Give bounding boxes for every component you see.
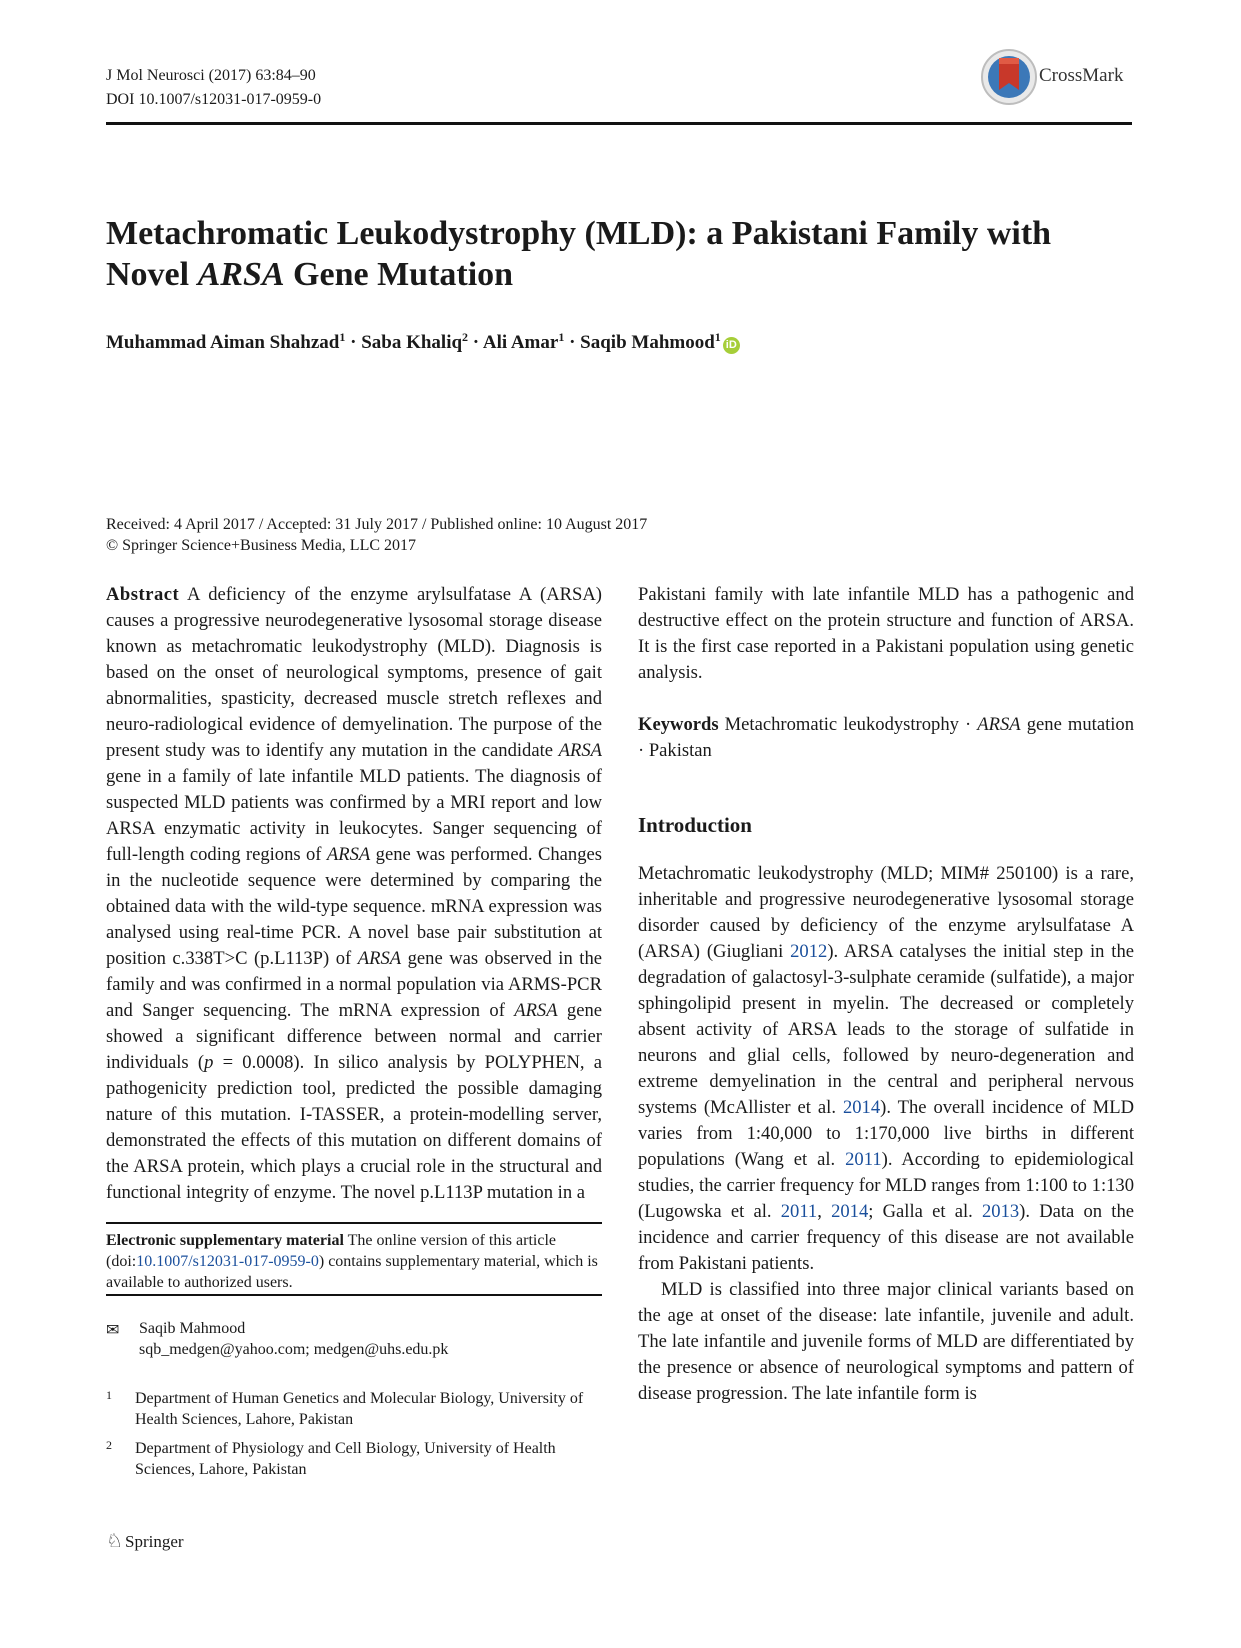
introduction-paragraph: MLD is classified into three major clinical variants based on the age at onset of the disease: late infantile, juvenile and adult. The late infantile and juvenile forms of MLD are differentiated by the presence or absence of neurological symptoms and pattern of disease progression. The late infantile form is [638, 1279, 1134, 1404]
body-text: ). ARSA catalyses the initial step in the degradation of galactosyl-3-sulphate ceramide (sulfatide), a major sphingolipid present in myelin. The decreased or completely absent activity of ARSA leads to the storage of sulfatide in neurons and glial cells, followed by neuro-degeneration and extreme demyelination in the central and peripheral nervous systems (McAllister et al. [638, 941, 1134, 1118]
keyword-text: Metachromatic leukodystrophy · [718, 714, 978, 735]
abstract-label: Abstract [106, 584, 180, 605]
affiliation-number: 1 [106, 1388, 112, 1402]
author-affiliation-mark: 2 [462, 330, 469, 344]
gene-italic: ARSA [514, 1000, 558, 1021]
affiliation-number: 2 [106, 1438, 112, 1452]
author-name[interactable]: Saqib Mahmood [580, 332, 715, 353]
orcid-icon[interactable]: iD [723, 337, 740, 354]
introduction-paragraph [638, 861, 1134, 1277]
author-name[interactable]: Muhammad Aiman Shahzad [106, 332, 340, 353]
publication-dates [106, 514, 647, 556]
affiliation-1 [106, 1388, 602, 1430]
abstract-text: gene was observed in the family and was confirmed in a normal population via ARMS-PCR and Sanger sequencing. The mRNA expression of [106, 948, 602, 1021]
supplementary-text: The online version of this article (doi: [106, 1232, 556, 1270]
supplementary-doi-link[interactable]: 10.1007/s12031-017-0959-0 [136, 1253, 319, 1270]
gene-italic: ARSA [977, 714, 1021, 735]
gene-italic: ARSA [326, 844, 371, 865]
author-name[interactable]: Ali Amar [482, 332, 559, 353]
introduction-heading: Introduction [638, 813, 752, 837]
body-text: ). Data on the incidence and carrier frequency of this disease are not available from Pakistani patients. [638, 1201, 1134, 1274]
body-text: ). The overall incidence of MLD varies from 1:40,000 to 1:170,000 live births in different populations (Wang et al. [638, 1097, 1134, 1170]
title-part-1: Metachromatic Leukodystrophy (MLD): a Pakistani Family with Novel [106, 215, 1052, 293]
author-name[interactable]: Saba Khaliq [361, 332, 463, 353]
body-text: , [817, 1201, 832, 1222]
keywords-label: Keywords [638, 714, 719, 735]
abstract-text: gene in a family of late infantile MLD patients. The diagnosis of suspected MLD patients was confirmed by a MRI report and low ARSA enzymatic activity in leukocytes. Sanger sequencing of full-length coding regions of [106, 766, 602, 865]
affiliation-text: Department of Physiology and Cell Biology, University of Health Sciences, Lahore, Pakistan [135, 1440, 556, 1478]
affiliation-2 [106, 1438, 602, 1480]
affiliation-text: Department of Human Genetics and Molecular Biology, University of Health Sciences, Lahore, Pakistan [135, 1390, 584, 1428]
article-title [106, 213, 1126, 295]
title-gene-italic: ARSA [197, 256, 285, 293]
author-affiliation-mark: 1 [714, 330, 721, 344]
author-separator: · [468, 332, 483, 353]
abstract-paragraph [106, 582, 602, 1206]
copyright-line: © Springer Science+Business Media, LLC 2017 [106, 537, 417, 554]
body-text: ). According to epidemiological studies, the carrier frequency for MLD ranges from 1:100 to 1:130 (Lugowska et al. [638, 1149, 1134, 1222]
journal-header [106, 64, 321, 112]
citation-link[interactable]: 2011 [845, 1149, 882, 1170]
abstract-continuation: Pakistani family with late infantile MLD has a pathogenic and destructive effect on the protein structure and function of ARSA. It is the first case reported in a Pakistani population using genetic analysis. [638, 584, 1134, 683]
supplementary-text: ) contains supplementary material, which is available to authorized users. [106, 1253, 598, 1291]
abstract-column [106, 582, 602, 1206]
gene-italic: ARSA [558, 740, 602, 761]
publisher-footer [106, 1530, 184, 1553]
footnote-rule [106, 1222, 602, 1224]
author-separator: · [345, 332, 362, 353]
author-affiliation-mark: 1 [339, 330, 346, 344]
citation-link[interactable]: 2012 [790, 941, 828, 962]
journal-citation: J Mol Neurosci (2017) 63:84–90 [106, 67, 316, 84]
body-text: ; Galla et al. [868, 1201, 982, 1222]
abstract-text: = 0.0008). In silico analysis by POLYPHEN, a pathogenicity prediction tool, predicted the possible damaging nature of this mutation. I-TASSER, a protein-modelling server, demonstrated the effects of this mutation on different domains of the ARSA protein, which plays a crucial role in the structural and functional integrity of enzyme. The novel p.L113P mutation in a [106, 1052, 602, 1203]
abstract-text: gene showed a significant difference between normal and carrier individuals ( [106, 1000, 603, 1073]
springer-horse-icon: ♘ [106, 1531, 124, 1552]
citation-link[interactable]: 2014 [831, 1201, 869, 1222]
keywords [638, 712, 1134, 764]
gene-italic: ARSA [357, 948, 402, 969]
envelope-icon: ✉ [106, 1322, 120, 1339]
right-column [638, 582, 1134, 1407]
abstract-text: gene was performed. Changes in the nucleotide sequence were determined by comparing the obtained data with the wild-type sequence. mRNA expression was analysed using real-time PCR. A novel base pair substitution at position c.338T>C (p.L113P) of [106, 844, 602, 969]
header-rule [106, 122, 1132, 125]
citation-link[interactable]: 2014 [842, 1097, 881, 1118]
abstract-text: A deficiency of the enzyme arylsulfatase A (ARSA) causes a progressive neurodegenerative lysosomal storage disease known as metachromatic leukodystrophy (MLD). Diagnosis is based on the onset of neurological symptoms, presence of gait abnormalities, spasticity, decreased muscle stretch reflexes and neuro-radiological evidence of demyelination. The purpose of the present study was to identify any mutation in the candidate [106, 584, 602, 761]
citation-link[interactable]: 2011 [780, 1201, 818, 1222]
corresponding-name: Saqib Mahmood [139, 1320, 246, 1337]
author-list [106, 330, 740, 354]
title-part-2: Gene Mutation [284, 256, 514, 293]
footnote-rule [106, 1294, 602, 1296]
crossmark-icon [980, 48, 1038, 106]
crossmark-badge[interactable] [980, 48, 1130, 108]
corresponding-email[interactable]: sqb_medgen@yahoo.com; medgen@uhs.edu.pk [139, 1341, 449, 1358]
supplementary-note [106, 1230, 602, 1293]
p-value-italic: p [204, 1052, 214, 1073]
corresponding-author [106, 1318, 602, 1360]
publisher-name: Springer [125, 1532, 184, 1551]
dates-line: Received: 4 April 2017 / Accepted: 31 July 2017 / Published online: 10 August 2017 [106, 516, 648, 533]
author-separator: · [564, 332, 581, 353]
author-affiliation-mark: 1 [558, 330, 565, 344]
keyword-text: gene mutation · Pakistan [638, 714, 1134, 761]
doi-line: DOI 10.1007/s12031-017-0959-0 [106, 91, 322, 108]
body-text: Metachromatic leukodystrophy (MLD; MIM# 250100) is a rare, inheritable and progressive neurodegenerative lysosomal storage disorder caused by deficiency of the enzyme arylsulfatase A (ARSA) (Giugliani [638, 863, 1134, 962]
crossmark-label: CrossMark [1039, 65, 1124, 86]
supplementary-label: Electronic supplementary material [106, 1232, 344, 1249]
citation-link[interactable]: 2013 [981, 1201, 1020, 1222]
